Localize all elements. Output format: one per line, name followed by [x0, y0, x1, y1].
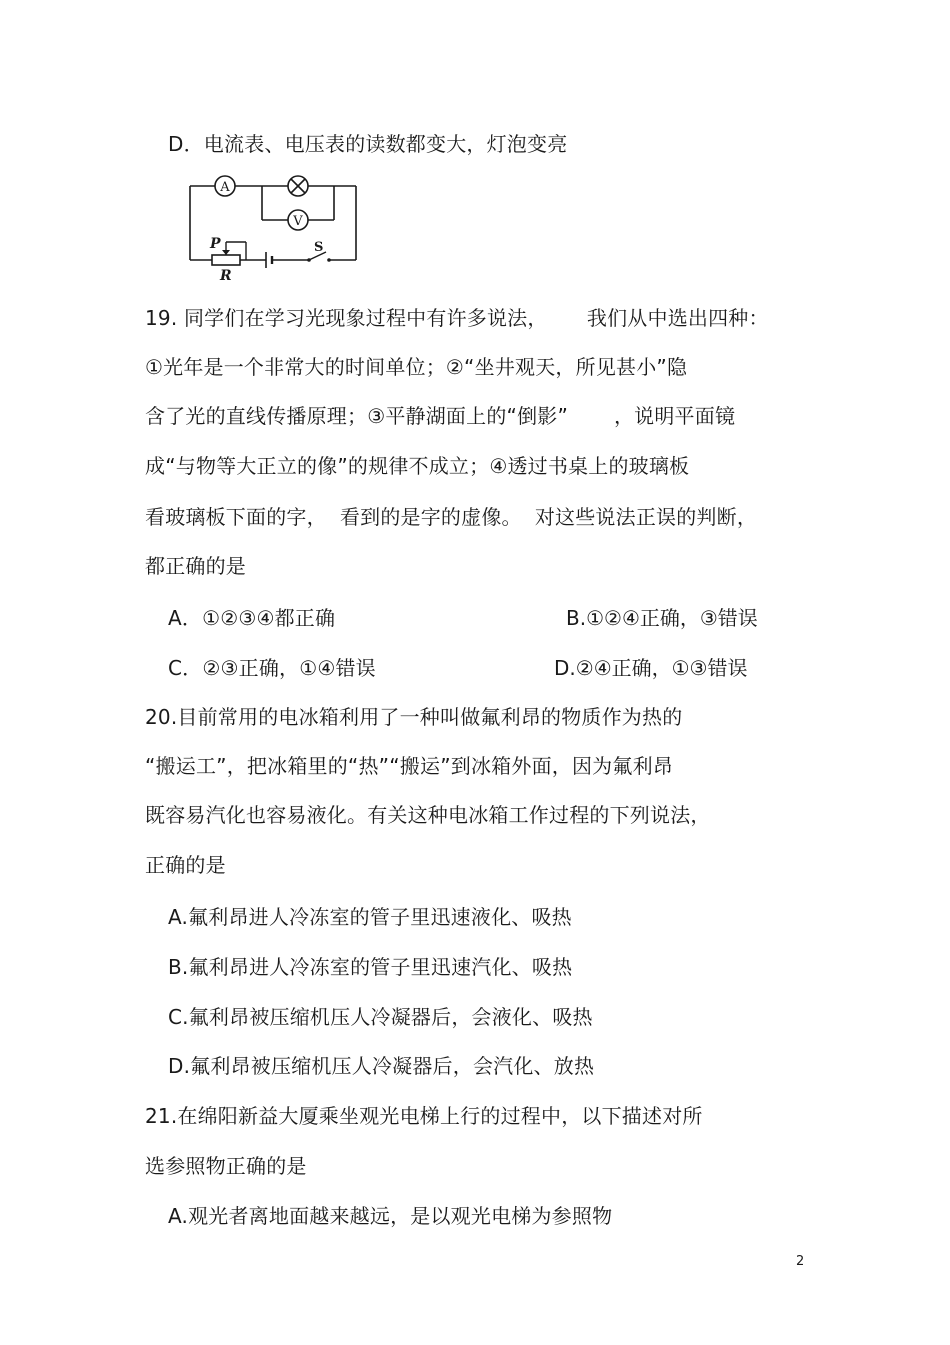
- rheostat-label: R: [220, 268, 232, 284]
- switch-symbol: [307, 240, 331, 262]
- voltmeter-symbol: [288, 210, 308, 230]
- q19-line: ①光年是一个非常大的时间单位；②“坐井观天，所见甚小”隐: [145, 355, 688, 379]
- q19-option-b: B.①②④正确，③错误: [566, 606, 758, 630]
- circuit-diagram: [180, 172, 365, 284]
- ammeter-label: A: [220, 180, 230, 195]
- q21-line: 21.在绵阳新益大厦乘坐观光电梯上行的过程中，以下描述对所: [145, 1104, 703, 1128]
- q20-line: 20.目前常用的电冰箱利用了一种叫做氟利昂的物质作为热的: [145, 705, 683, 729]
- q20-line: “搬运工”，把冰箱里的“热”“搬运”到冰箱外面，因为氟利昂: [145, 754, 673, 778]
- switch-label: S: [314, 240, 324, 255]
- q19-option-d: D.②④正确，①③错误: [554, 656, 748, 680]
- q20-option-c: C.氟利昂被压缩机压人冷凝器后，会液化、吸热: [168, 1005, 593, 1029]
- q19-line: 看玻璃板下面的字， 看到的是字的虚像。 对这些说法正误的判断，: [145, 505, 758, 529]
- lamp-symbol: [288, 176, 308, 196]
- q19-line: 成“与物等大正立的像”的规律不成立；④透过书桌上的玻璃板: [145, 454, 690, 478]
- q20-option-a: A.氟利昂进人冷冻室的管子里迅速液化、吸热: [168, 905, 572, 929]
- q21-line: 选参照物正确的是: [145, 1154, 307, 1178]
- page-number: 2: [796, 1254, 805, 1269]
- slider-label: P: [210, 236, 221, 252]
- voltmeter-label: V: [293, 214, 303, 229]
- rheostat-symbol: [209, 236, 246, 284]
- q20-option-d: D.氟利昂被压缩机压人冷凝器后，会汽化、放热: [168, 1054, 595, 1078]
- q20-option-b: B.氟利昂进人冷冻室的管子里迅速汽化、吸热: [168, 955, 573, 979]
- battery-symbol: [266, 252, 272, 268]
- q19-line: 含了光的直线传播原理；③平静湖面上的“倒影” ，说明平面镜: [145, 404, 736, 428]
- q21-option-a: A.观光者离地面越来越远，是以观光电梯为参照物: [168, 1204, 613, 1228]
- q19-line: 19. 同学们在学习光现象过程中有许多说法， 我们从中选出四种：: [145, 306, 769, 330]
- q20-line: 正确的是: [145, 853, 226, 877]
- q18-option-d: D．电流表、电压表的读数都变大，灯泡变亮: [168, 132, 568, 156]
- ammeter-symbol: [215, 176, 235, 196]
- q19-option-a: A．①②③④都正确: [168, 606, 336, 630]
- q20-line: 既容易汽化也容易液化。有关这种电冰箱工作过程的下列说法，: [145, 803, 711, 827]
- q19-option-c: C．②③正确，①④错误: [168, 656, 376, 680]
- q19-line: 都正确的是: [145, 554, 246, 578]
